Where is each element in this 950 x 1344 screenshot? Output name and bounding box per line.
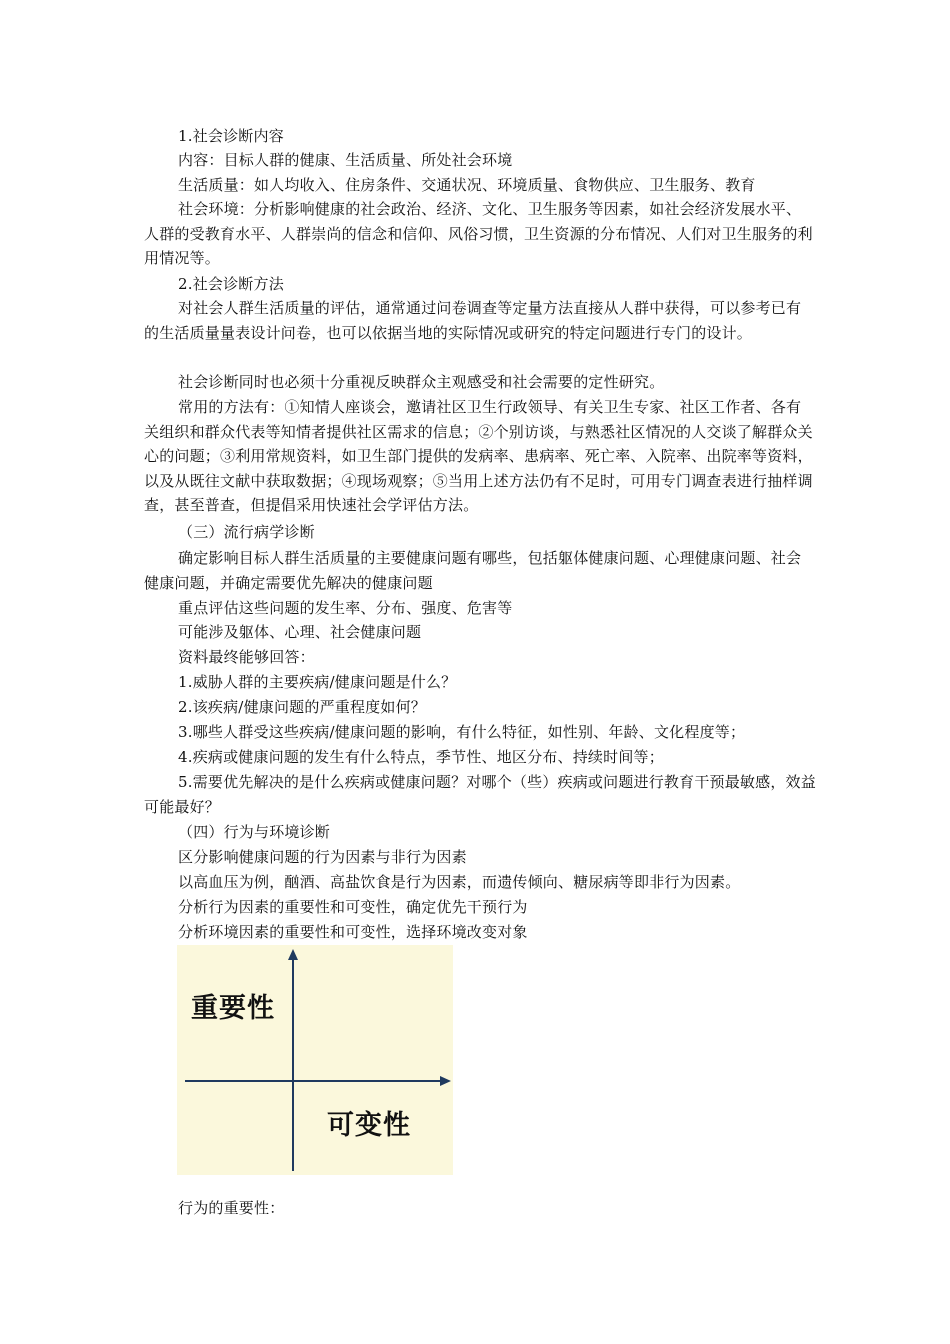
paragraph-content: 内容：目标人群的健康、生活质量、所处社会环境 xyxy=(178,151,513,169)
section-heading-behavior-environment-diagnosis: （四）行为与环境诊断 xyxy=(178,823,331,841)
paragraph-analyze-behavior-factors: 分析行为因素的重要性和可变性，确定优先干预行为 xyxy=(178,898,528,916)
section-heading-epidemiological-diagnosis: （三）流行病学诊断 xyxy=(178,523,315,541)
vertical-axis-arrow xyxy=(288,949,298,960)
paragraph-determine-health-problems: 确定影响目标人群生活质量的主要健康问题有哪些，包括躯体健康问题、心理健康问题、社会健康问题，并确定需要优先解决的健康问题 xyxy=(144,549,802,592)
paragraph-social-diagnosis-method-heading: 2.社会诊断方法 xyxy=(178,275,284,293)
paragraph-quality-assessment: 对社会人群生活质量的评估，通常通过问卷调查等定量方法直接从人群中获得，可以参考已有的生活质量量表设计问卷，也可以依据当地的实际情况或研究的特定问题进行专门的设计。 xyxy=(144,299,802,342)
paragraph-analyze-environment-factors: 分析环境因素的重要性和可变性，选择环境改变对象 xyxy=(178,923,528,941)
paragraph-common-methods: 常用的方法有：①知情人座谈会，邀请社区卫生行政领导、有关卫生专家、社区工作者、各有关组织和群众代表等知情者提供社区需求的信息；②个别访谈，与熟悉社区情况的人交谈了解群众关心的问题；③利用常规资料，如卫生部门提供的发病率、患病率、死亡率、入院率、出院率等资料，以及从既往文献中获取数据；④现场观察；⑤当用上述方法仍有不足时，可用专门调查表进行抽样调查，甚至普查，但提倡采用快速社会学评估方法。 xyxy=(144,398,813,515)
paragraph-behavior-importance: 行为的重要性： xyxy=(178,1199,285,1217)
list-item-1: 1.威胁人群的主要疾病/健康问题是什么？ xyxy=(178,673,457,691)
paragraph-key-assessment: 重点评估这些问题的发生率、分布、强度、危害等 xyxy=(178,599,513,617)
paragraph-social-diagnosis-content-heading: 1.社会诊断内容 xyxy=(178,127,284,145)
y-axis-label: 重要性 xyxy=(191,993,275,1024)
list-item-5: 5.需要优先解决的是什么疾病或健康问题？对哪个（些）疾病或问题进行教育干预最敏感，效益可能最好？ xyxy=(144,773,816,816)
importance-changeability-diagram xyxy=(177,945,453,1175)
list-item-4: 4.疾病或健康问题的发生有什么特点，季节性、地区分布、持续时间等； xyxy=(178,748,664,766)
paragraph-social-environment: 社会环境：分析影响健康的社会政治、经济、文化、卫生服务等因素，如社会经济发展水平、人群的受教育水平、人群崇尚的信念和信仰、风俗习惯，卫生资源的分布情况、人们对卫生服务的利用情况等。 xyxy=(144,200,813,268)
x-axis-label: 可变性 xyxy=(327,1110,411,1141)
list-item-3: 3.哪些人群受这些疾病/健康问题的影响，有什么特征，如性别、年龄、文化程度等； xyxy=(178,723,746,741)
paragraph-may-involve: 可能涉及躯体、心理、社会健康问题 xyxy=(178,623,422,641)
paragraph-hypertension-example: 以高血压为例，酗酒、高盐饮食是行为因素，而遗传倾向、糖尿病等即非行为因素。 xyxy=(178,873,741,891)
quadrant-axes xyxy=(177,945,453,1175)
list-item-2: 2.该疾病/健康问题的严重程度如何？ xyxy=(178,698,426,716)
paragraph-qualitative-research: 社会诊断同时也必须十分重视反映群众主观感受和社会需要的定性研究。 xyxy=(178,373,665,391)
paragraph-quality-of-life: 生活质量：如人均收入、住房条件、交通状况、环境质量、食物供应、卫生服务、教育 xyxy=(178,176,756,194)
horizontal-axis-arrow xyxy=(440,1076,451,1086)
paragraph-distinguish-factors: 区分影响健康问题的行为因素与非行为因素 xyxy=(178,848,467,866)
paragraph-data-should-answer: 资料最终能够回答： xyxy=(178,648,315,666)
